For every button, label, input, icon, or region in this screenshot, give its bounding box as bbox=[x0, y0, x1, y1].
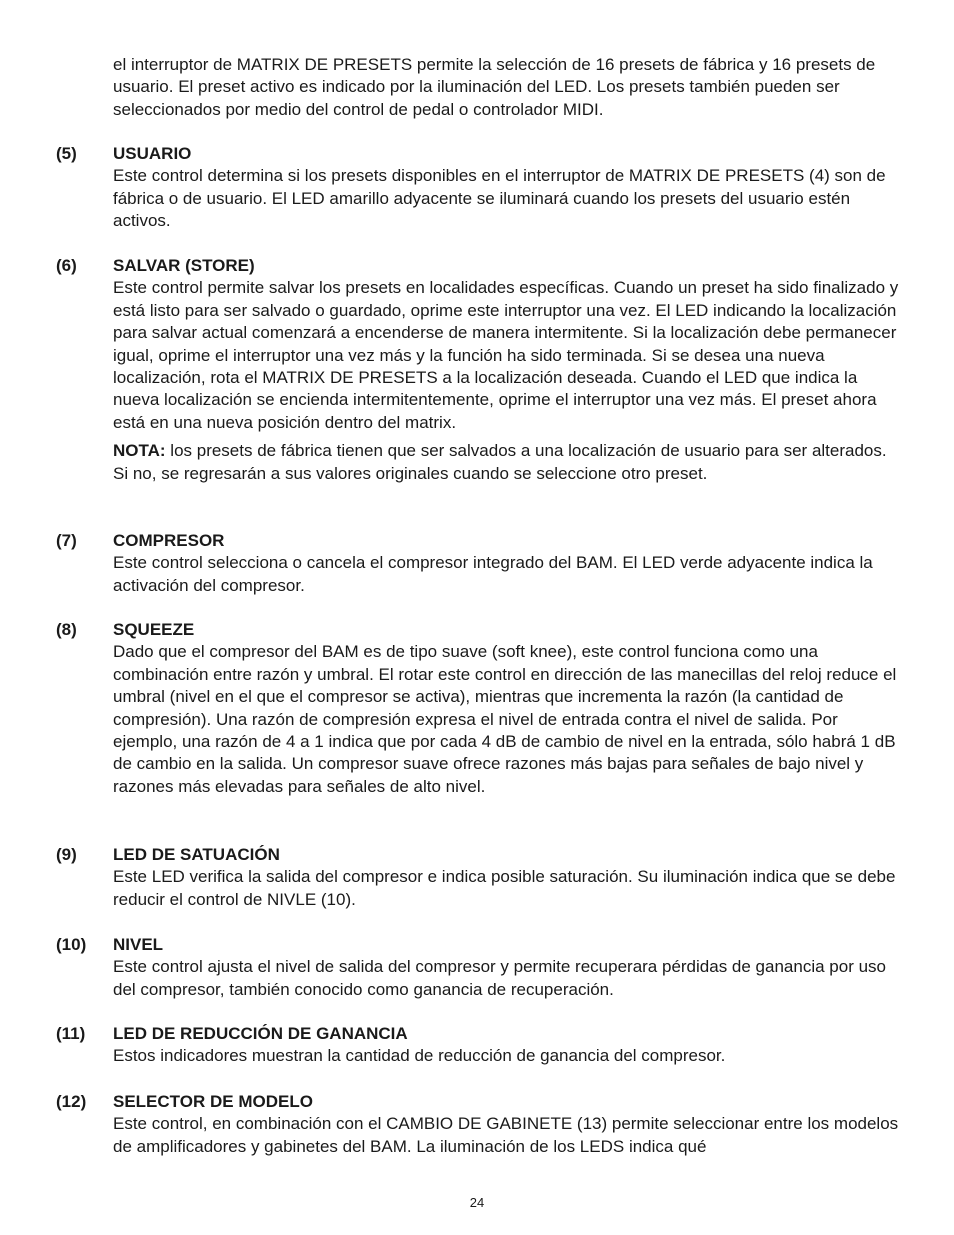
section-led-saturacion bbox=[56, 844, 906, 911]
section-number: (7) bbox=[56, 531, 77, 550]
section-title: SELECTOR DE MODELO bbox=[113, 1092, 313, 1111]
section-number: (9) bbox=[56, 845, 77, 864]
note-text: los presets de fábrica tienen que ser salvados a una localización de usuario para ser alterados. Si no, se regresarán a sus valores originales cuando se seleccione otro preset. bbox=[113, 441, 887, 483]
section-text: Este control determina si los presets disponibles en el interruptor de MATRIX DE PRESETS (4) son de fábrica o de usuario. El LED amarillo adyacente se iluminará cuando los presets del usuario estén activos. bbox=[113, 166, 886, 231]
section-text: Estos indicadores muestran la cantidad de reducción de ganancia del compresor. bbox=[113, 1046, 726, 1066]
page-number: 24 bbox=[469, 1195, 485, 1210]
intro-paragraph: el interruptor de MATRIX DE PRESETS permite la selección de 16 presets de fábrica y 16 presets de usuario. El preset activo es indicado por la iluminación del LED. Los presets también pueden ser seleccionados por medio del control de pedal o controlador MIDI. bbox=[113, 55, 876, 119]
section-text: Este control selecciona o cancela el compresor integrado del BAM. El LED verde adyacente indica la activación del compresor. bbox=[113, 553, 873, 595]
section-text: Este control permite salvar los presets en localidades específicas. Cuando un preset ha sido finalizado y está listo para ser salvado o guardado, oprime este interruptor una vez. El LED indicando la localización para salvar actual comenzará a encenderse de manera intermitente. Si la localización debe permanecer igual, oprime el interruptor una vez más y la función ha sido terminada. Si se desea una nueva localización, rota el MATRIX DE PRESETS a la localización deseada. Cuando el LED que indica la nueva localización se encienda intermitentemente, oprime el interruptor una vez más. El preset ahora está en una nueva posición dentro del matrix. bbox=[113, 278, 899, 432]
section-title: LED DE SATUACIÓN bbox=[113, 845, 280, 864]
section-title: NIVEL bbox=[113, 935, 164, 954]
note-label: NOTA: bbox=[113, 441, 166, 461]
section-compresor bbox=[56, 530, 906, 597]
section-number: (10) bbox=[56, 935, 87, 954]
section-title: SQUEEZE bbox=[113, 620, 195, 639]
section-number: (8) bbox=[56, 620, 77, 639]
section-squeeze bbox=[56, 619, 906, 798]
section-text: Dado que el compresor del BAM es de tipo suave (soft knee), este control funciona como una combinación entre razón y umbral. El rotar este control en dirección de las manecillas del reloj reduce el umbral (nivel en el que el compresor se activa), mientras que incrementa la razón (la cantidad de compresión). Una razón de compresión expresa el nivel de entrada contra el nivel de salida. Por ejemplo, una razón de 4 a 1 indica que por cada 4 dB de cambio de nivel en la entrada, sólo habrá 1 dB de cambio en la salida. Un compresor suave ofrece razones más bajas para señales de bajo nivel y razones más elevadas para señales de alto nivel. bbox=[113, 642, 897, 796]
section-text: Este control, en combinación con el CAMBIO DE GABINETE (13) permite seleccionar entre los modelos de amplificadores y gabinetes del BAM. La iluminación de los LEDS indica qué bbox=[113, 1114, 899, 1156]
section-title: COMPRESOR bbox=[113, 531, 225, 550]
section-title: SALVAR (STORE) bbox=[113, 256, 255, 275]
section-salvar bbox=[56, 255, 906, 485]
section-number: (11) bbox=[56, 1024, 86, 1043]
section-selector-modelo bbox=[56, 1091, 906, 1158]
section-title: USUARIO bbox=[113, 144, 192, 163]
section-number: (6) bbox=[56, 256, 77, 275]
section-nivel bbox=[56, 934, 906, 1001]
section-title: LED DE REDUCCIÓN DE GANANCIA bbox=[113, 1024, 408, 1043]
section-usuario bbox=[56, 143, 906, 233]
section-number: (5) bbox=[56, 144, 77, 163]
note-paragraph bbox=[113, 440, 903, 485]
section-number: (12) bbox=[56, 1092, 87, 1111]
section-text: Este control ajusta el nivel de salida del compresor y permite recuperara pérdidas de ganancia por uso del compresor, también conocido como ganancia de recuperación. bbox=[113, 957, 886, 999]
section-led-reduccion bbox=[56, 1023, 906, 1068]
section-text: Este LED verifica la salida del compresor e indica posible saturación. Su iluminación indica que se debe reducir el control de NIVLE (10). bbox=[113, 867, 896, 909]
